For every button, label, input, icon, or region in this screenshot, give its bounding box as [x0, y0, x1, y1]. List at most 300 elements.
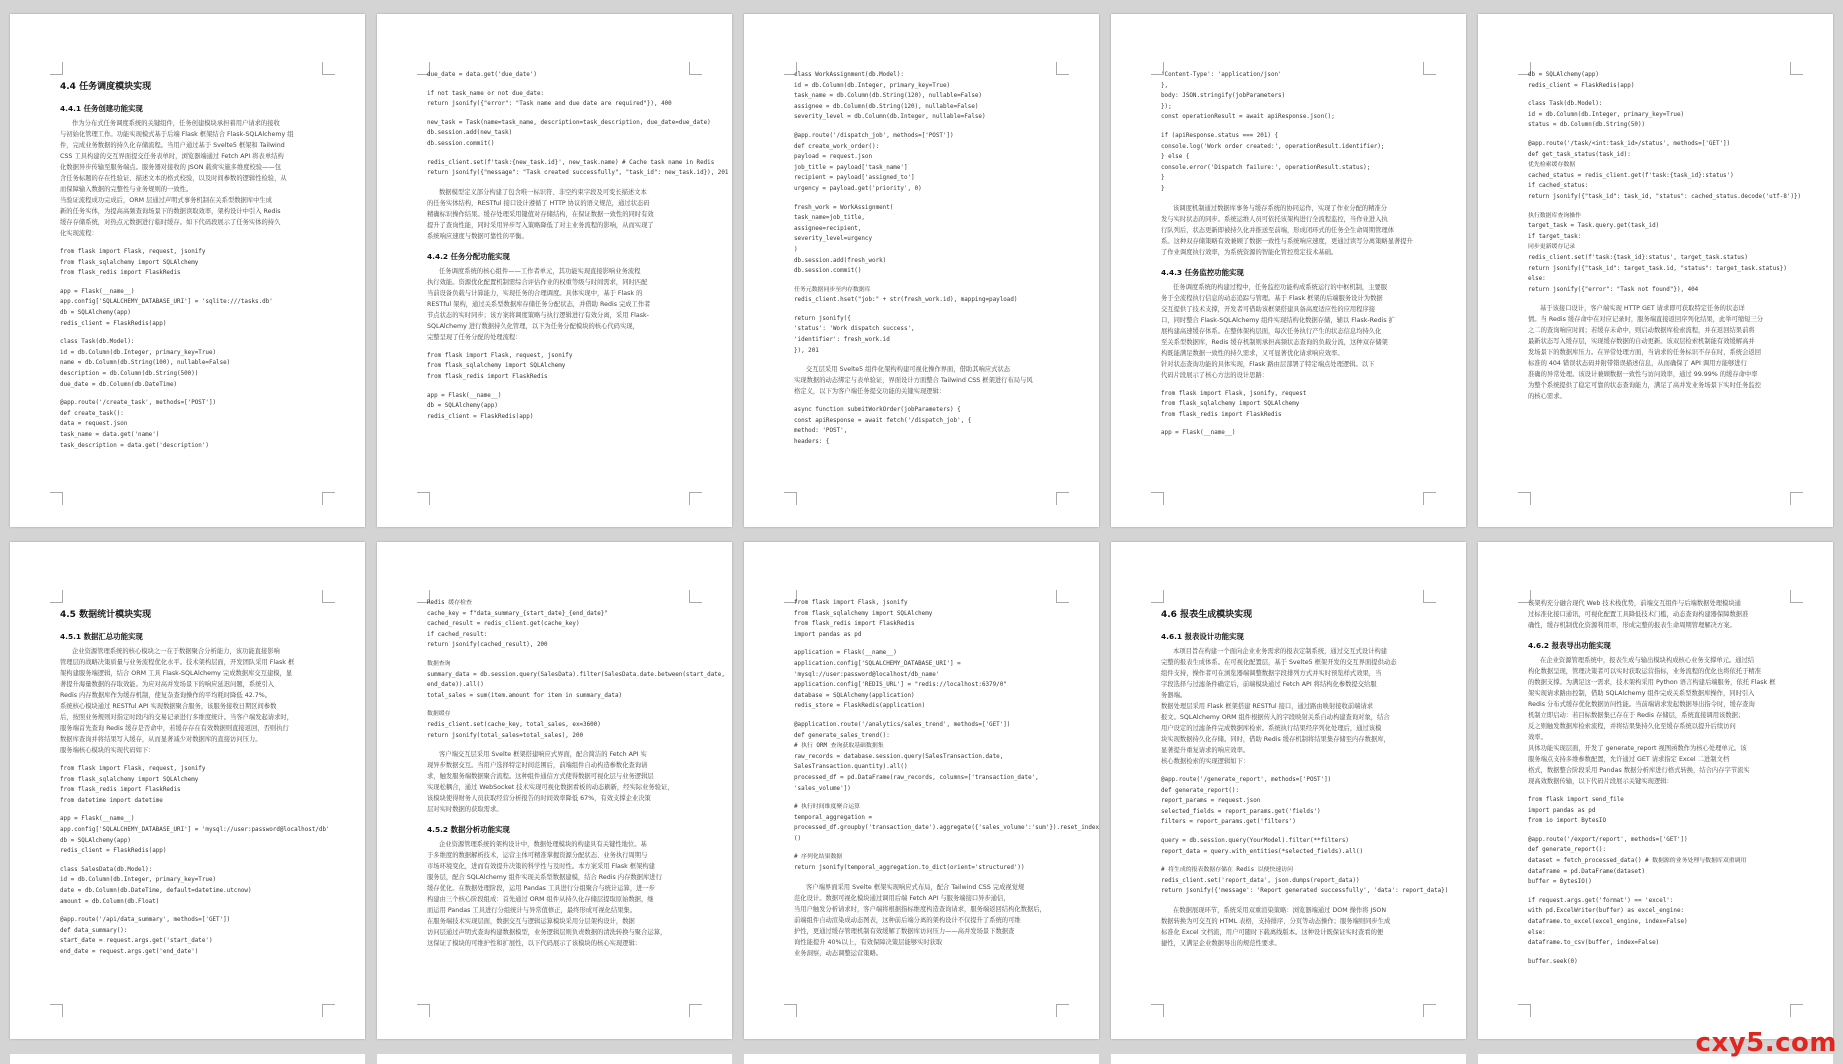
body-text-line: 该架构充分融合现代 Web 技术栈优势，前端交互组件与后端数据处理模块通: [1528, 600, 1741, 607]
code-line: redis_store = FlaskRedis(application): [794, 703, 926, 710]
code-line: }: [1161, 185, 1165, 192]
body-text-line: 于多维度的数据解析技术，运营主体可精准掌握资源分配状态、业务执行周期与: [427, 852, 648, 860]
code-line: end_date)).all(): [427, 682, 484, 689]
body-text-line: 数据处理层采用 Flask 框架搭建 RESTful 接口，通过路由映射接收前端请求: [1161, 703, 1374, 710]
body-text-line: 实现数据的动态绑定与表单验证，界面设计方面整合 Tailwind CSS 框架进行布局与风: [794, 377, 1033, 385]
code-line: buffer.seek(0): [1528, 958, 1578, 965]
body-text-line: 现异步数据交互。当用户选择特定时间范围后，前端组件自动构造参数化查询请: [427, 762, 648, 770]
body-text-line: 与初始化管理工作。功能实现模式基于后端 Flask 框架结合 Flask-SQLAlchemy 组: [60, 131, 294, 138]
code-line: payload = request.json: [794, 154, 873, 161]
body-text-line: 作为分布式任务调度系统的关键组件，任务创建模块承担着用户请求的接收: [72, 120, 280, 127]
code-line: status = db.Column(db.String(50)): [1528, 122, 1646, 129]
code-line: 'mysql://user:password@localhost/db_name': [794, 671, 940, 678]
body-text-line: 基于该接口设计，客户端实现 HTTP GET 请求即可获取特定任务的状态详: [1540, 305, 1745, 313]
code-line: due_date = db.Column(db.DateTime): [60, 381, 178, 388]
body-text-line: 而保障输入数据的完整性与业务规则的一致性。: [60, 186, 193, 193]
body-text-line: 精确标识操作结果。缓存处理采用键值对存储结构，在保证数据一致性的同时有效: [427, 210, 654, 218]
body-text-line: 提升了查询性能，同时采用异步写入策略降低了对主业务流程的影响，从而实现了: [427, 221, 654, 229]
code-line: from flask import Flask, request, jsonify: [427, 352, 573, 359]
code-line: urgency = payload.get('priority', 0): [794, 185, 922, 192]
body-text-line: 当用户触发分析请求时，客户端将根据指标维度构造查询请求，服务端返回结构化数据后，: [794, 905, 1046, 913]
document-page: [1478, 542, 1833, 1039]
blank-line: [1161, 195, 1426, 203]
code-line: def generate_report():: [1528, 847, 1607, 854]
document-page: [744, 14, 1099, 527]
code-line: from datetime import datetime: [60, 797, 163, 804]
section-heading: 4.5 数据统计模块实现: [60, 610, 152, 620]
code-line: app = Flask(__name__): [60, 816, 135, 823]
code-line: from flask_sqlalchemy import SQLAlchemy: [1161, 401, 1300, 408]
code-line: async function submitWorkOrder(jobParameters) {: [794, 407, 961, 414]
body-text-line: 后，按照业务规则对指定时段内的交易记录进行多维度统计。当客户端发起请求时，: [60, 714, 293, 721]
code-line: class Task(db.Model):: [60, 339, 135, 346]
body-text-line: 范化设计。数据可视化模块通过调用后端 Fetch API 与服务端接口异步通信，: [794, 894, 1010, 902]
code-line: 'Content-Type': 'application/json': [1161, 72, 1282, 78]
code-line: task_name = db.Column(db.String(120), nullable=False): [794, 93, 982, 100]
page-content: [60, 70, 325, 497]
code-line: 'sales_volume']): [794, 785, 851, 792]
code-line: recipient = payload['assigned_to']: [794, 175, 915, 182]
code-line: from flask_sqlalchemy import SQLAlchemy: [794, 610, 933, 617]
body-text-line: 含任务标题的存在性验证、描述文本的格式校验，以及时间参数的逻辑性检验，从: [60, 175, 287, 182]
blank-line: [794, 356, 1059, 364]
body-text-line: 数据模型定义部分构建了包含唯一标识符、非空约束字段及可变长描述文本: [439, 188, 647, 196]
code-line: dataframe.to_excel(excel_engine, index=False): [1528, 918, 1688, 925]
body-text-line: Redis 内存数据库作为缓存机制，使复杂查询操作的平均耗时降低 42.7%。: [60, 692, 272, 699]
body-text-line: 核心数据检索的实现逻辑如下：: [1161, 758, 1250, 765]
code-line: if cached_status:: [1528, 183, 1589, 190]
code-line: amount = db.Column(db.Float): [60, 898, 160, 905]
body-text-line: 过标准化接口通讯，可视化配置工具降低技术门槛，动态查询构建器保障数据准: [1528, 611, 1749, 618]
body-text-line: 服务端点支持多维参数配置，允许通过 GET 请求指定 Excel 二进制文档: [1528, 756, 1730, 763]
body-text-line: 发与实时状态的同步。系统运维人员可依托该架构进行全流程监控，当作业进入执: [1161, 215, 1388, 223]
body-text-line: 访问层通过声明式查询构建数据模型，业务逻辑层则负责数据的清洗转换与聚合运算，: [427, 929, 667, 937]
code-line: return jsonify({'message': 'Report generated successfully', 'data': report_data}): [1161, 888, 1449, 895]
body-text-line: 展构建高速缓存体系。在整体架构层面，每次任务执行产生的状态信息均持久化: [1161, 327, 1382, 335]
code-line: severity_level=urgency: [794, 236, 873, 243]
blank-line: [1528, 787, 1793, 795]
code-line: severity_level = db.Column(db.Integer, nullable=False): [794, 114, 986, 121]
body-text-line: 化实现流程：: [60, 230, 98, 237]
blank-line: [60, 239, 325, 247]
body-text-line: 在企业资源管理系统中，报表生成与输出模块构成核心业务支撑单元。通过结: [1540, 657, 1755, 664]
body-text-line: 确性，缓存机制优化资源利用率，形成完整的报表生命周期管理解决方案。: [1528, 622, 1736, 629]
blank-line: [60, 907, 325, 915]
body-text-line: 的数据支撑。为满足这一需求，技术架构采用 Python 语言构建后端服务，依托 Flask 框: [1528, 679, 1776, 686]
subsection-heading: 4.6.2 报表导出功能实现: [1528, 641, 1611, 650]
body-text-line: 格式，数据整合阶段采用 Pandas 数据分析库进行格式转换，结合内存字节流实: [1528, 767, 1750, 774]
code-line: return jsonify({"error": "Task not found"}), 404: [1528, 286, 1699, 293]
code-line: from flask import send_file: [1528, 797, 1624, 803]
code-line: 优先检索缓存数据: [1528, 162, 1576, 169]
code-line: 数据缓存: [427, 711, 451, 718]
code-line: class SalesData(db.Model):: [60, 866, 153, 873]
code-line: from flask_sqlalchemy import SQLAlchemy: [427, 363, 566, 370]
code-line: def generate_sales_trend():: [794, 732, 890, 739]
document-page: [744, 542, 1099, 1039]
body-text-line: 完整呈现了任务分配的处理流程：: [427, 333, 522, 341]
body-text-line: 构建由三个核心阶段组成：首先通过 ORM 组件从持久化存储层提取原始数据，继: [427, 896, 654, 904]
subsection-heading: 4.5.2 数据分析功能实现: [427, 825, 510, 835]
body-text-line: 业务洞察，动态调整运营策略。: [794, 949, 883, 957]
code-line: import pandas as pd: [1528, 807, 1596, 814]
code-line: description = db.Column(db.String(500)): [60, 370, 199, 377]
code-line: db.session.commit(): [794, 268, 862, 275]
body-text-line: 件，完成业务数据的持久化存储流程。当用户通过基于 Svelte5 框架和 Tailwind: [60, 142, 285, 149]
body-text-line: 字段选择与过滤条件确定后，前端模块通过 Fetch API 将结构化参数提交给服: [1161, 681, 1377, 688]
page-content: [1161, 70, 1426, 497]
body-text-line: 这保证了模块的可维护性和扩展性，以下代码展示了该模块的核心实现逻辑：: [427, 940, 642, 948]
code-line: import pandas as pd: [794, 631, 862, 638]
code-line: app = Flask(__name__): [1161, 430, 1236, 437]
code-line: (): [794, 835, 802, 842]
blank-line: [794, 874, 1059, 882]
code-line: return jsonify(temporal_aggregation.to_dict(orient='structured')): [794, 865, 1025, 872]
code-line: const apiResponse = await fetch('/dispatch_job', {: [794, 417, 972, 424]
code-line: app = Flask(__name__): [427, 392, 502, 399]
body-text-line: 口，同时整合 Flask-SQLAlchemy 组件实现结构化数据存储，辅以 Flask-Redis 扩: [1161, 316, 1395, 324]
code-line: body: JSON.stringify(jobParameters): [1161, 93, 1286, 100]
blank-line: [427, 81, 692, 89]
blank-line: [427, 150, 692, 158]
blank-line: [60, 279, 325, 287]
code-line: redis_client.hset("job:" + str(fresh_work.id), mapping=payload): [794, 297, 1018, 304]
code-line: return jsonify({"error": "Task name and due date are required"}), 400: [427, 101, 672, 108]
blank-line: [60, 390, 325, 398]
code-line: db.session.add(fresh_work): [794, 257, 887, 264]
body-text-line: 客户端界面采用 Svelte 框架实现响应式布局，配合 Tailwind CSS 完成视觉规: [806, 883, 1025, 891]
code-line: db = SQLAlchemy(app): [427, 403, 498, 410]
code-line: redis_client.set('report_data', json.dumps(report_data)): [1161, 877, 1360, 884]
subsection-heading: 4.4.1 任务创建功能实现: [60, 104, 143, 113]
body-text-line: 显著提升重复请求的响应效率。: [1161, 747, 1250, 754]
page-content: [1528, 70, 1802, 497]
body-text-line: 捷性，又满足企业数据导出的规范性要求。: [1161, 939, 1281, 947]
code-line: SalesTransaction.quantity).all(): [794, 764, 908, 771]
body-text-line: 块实现数据持久化存储。同时，借助 Redis 缓存机制将结果集存储至内存数据库，: [1161, 736, 1390, 743]
code-line: task_name = data.get('name'): [60, 431, 160, 438]
next-row-page-edge: [1111, 1054, 1466, 1064]
body-text-line: 执行效能。资源优化配置机制需综合评估作业的权重等级与时间需求，同时匹配: [427, 278, 648, 286]
code-line: app.config['SQLALCHEMY_DATABASE_URI'] = 'sqlite:///tasks.db': [60, 299, 273, 306]
body-text-line: 架构建服务端逻辑，结合 ORM 工具 Flask-SQLAlchemy 完成数据库交互建模，显: [60, 670, 293, 677]
code-line: processed_df.groupby('transaction_date').aggregate({'sales_volume':'sum'}).reset_index: [794, 825, 1099, 832]
code-line: @app.route('/export/report', methods=['GET']): [1528, 836, 1688, 843]
body-text-line: 至关系型数据库，Redis 缓存机制则承担高频状态查询的负载分流，这种双存储架: [1161, 338, 1388, 346]
code-line: method: 'POST',: [794, 428, 848, 435]
body-text-line: 效率。: [1528, 734, 1547, 741]
section-heading: 4.4 任务调度模块实现: [60, 82, 152, 92]
code-line: fresh_work = WorkAssignment(: [794, 204, 894, 211]
code-line: buffer = BytesIO(): [1528, 879, 1592, 886]
body-text-line: 为整个系统提供了稳定可靠的状态查询能力，满足了高并发业务场景下实时任务监控: [1528, 382, 1761, 390]
body-text-line: 层对实时数据的获取需求。: [427, 806, 503, 814]
blank-line: [794, 712, 1059, 720]
document-page: [1111, 542, 1466, 1039]
code-line: headers: {: [794, 439, 830, 446]
blank-line: [794, 306, 1059, 314]
code-line: processed_df = pd.DataFrame(raw_records, columns=['transaction_date',: [794, 774, 1039, 781]
code-line: redis_client.set(f'task:{task_id}:status', target_task.status): [1528, 254, 1748, 261]
body-text-line: 现高效数据传输，以下代码片段展示关键实现逻辑：: [1528, 778, 1673, 785]
next-row-page-edge: [10, 1054, 365, 1064]
document-page: [1111, 14, 1466, 527]
code-line: @application.route('/analytics/sales_trend', methods=['GET']): [794, 721, 1011, 728]
body-text-line: 服务端首先查询 Redis 缓存是否命中，若缓存存在有效数据则直接返回，否则执行: [60, 725, 289, 732]
blank-line: [427, 701, 692, 709]
code-line: id = db.Column(db.Integer, primary_key=True): [794, 82, 951, 89]
body-text-line: 任务调度系统的核心组件——工作者单元，其功能实现直接影响业务流程: [439, 267, 641, 275]
blank-line: [60, 756, 325, 764]
code-line: application.config['SQLALCHEMY_DATABASE_URI'] =: [794, 660, 961, 667]
body-text-line: SQLAlchemy 进行数据持久化管理，以下为任务分配模块的核心代码实现，: [427, 322, 639, 330]
body-text-line: 系。这种双存储策略有效兼顾了数据一致性与系统响应速度，更通过读写分离策略显著提升: [1161, 237, 1413, 245]
code-line: 'identifier': fresh_work.id: [794, 337, 890, 344]
body-text-line: 本项目旨在构建一个面向企业业务需求的报表定制系统，通过交互式设计构建: [1173, 648, 1388, 655]
body-text-line: 代码片段展示了核心方法的设计思路：: [1161, 371, 1269, 379]
body-text-line: 组件支持，操作者可在浏览器端调整数据字段排列方式并实时预览样式效果，当: [1161, 670, 1382, 677]
code-line: console.log('Work order created:', operationResult.identifier);: [1161, 143, 1385, 150]
code-line: if not task_name or not due_date:: [427, 90, 545, 97]
body-text-line: 针对状态查询功能的具体实现，Flask 路由层部署了特定端点处理逻辑。以下: [1161, 360, 1375, 368]
body-text-line: 实现松耦合，通过 WebSocket 技术实现可视化数据看板的动态刷新，经实际业务验证，: [427, 784, 674, 792]
body-text-line: 行队列后，状态更新即被持久化并推送至前端，形成闭环式的任务全生命周期管理体: [1161, 226, 1394, 234]
code-line: else:: [1528, 929, 1546, 936]
body-text-line: 反之则触发数据库检索流程，并将结果集持久化至缓存系统以提升后续访问: [1528, 723, 1736, 730]
body-text-line: 交互提供了技术支撑，开发者可借助该框架搭建具备高度适应性的应用程序接: [1161, 305, 1376, 313]
code-line: else:: [1528, 276, 1546, 283]
body-text-line: 的核心需求。: [1528, 393, 1566, 401]
code-line: data = request.json: [60, 421, 128, 428]
code-line: from flask_redis import FlaskRedis: [794, 621, 915, 628]
body-text-line: RESTful 架构，通过关系型数据库存储任务分配状态，并借助 Redis 完成工作者: [427, 300, 651, 308]
blank-line: [1528, 888, 1793, 896]
body-text-line: 客户端交互层采用 Svelte 框架搭建响应式界面，配合简洁的 Fetch API 实: [439, 751, 647, 759]
code-line: } else {: [1161, 154, 1190, 161]
body-text-line: 务器端。: [1161, 692, 1187, 699]
body-text-line: 企业资源管理系统的架构设计中，数据处理模块的构建具有关键性地位。基: [439, 841, 647, 849]
code-line: class WorkAssignment(db.Model):: [794, 72, 904, 78]
code-line: console.error('Dispatch failure:', operationResult.status);: [1161, 164, 1371, 171]
body-text-line: 节点状态的实时同步；该方案将调度策略与执行逻辑进行有效分离，采用 Flask-: [427, 311, 649, 319]
code-line: # 执行时间维度聚合运算: [794, 804, 860, 811]
body-text-line: 企业资源管理系统的核心模块之一在于数据聚合分析能力，该功能直接影响: [72, 648, 280, 655]
body-text-line: 报文。SQLAlchemy ORM 组件根据传入的字段映射关系自动构建查询对象，结合: [1161, 714, 1390, 721]
body-text-line: 护性，更通过缓存管理机制有效缓解了数据库访问压力——高并发场景下数据查: [794, 927, 1015, 935]
body-text-line: 格定义，以下为客户端任务提交功能的关键实现逻辑：: [794, 388, 946, 396]
code-line: redis_client = FlaskRedis(app): [1528, 82, 1635, 89]
body-text-line: 最新状态写入缓存层，实现缓存数据的自动更新。该双层检索机制能有效缓解高并: [1528, 338, 1755, 346]
code-line: summary_data = db.session.query(SalesData).filter(SalesData.date.between(start_date,: [427, 671, 725, 678]
code-line: def data_summary():: [60, 927, 128, 934]
section-heading: 4.6 报表生成模块实现: [1161, 610, 1253, 620]
code-line: from flask_redis import FlaskRedis: [1161, 411, 1282, 418]
code-line: db = SQLAlchemy(app): [1528, 72, 1599, 78]
body-text-line: 务于全流程执行信息的动态追踪与管理。基于 Flask 框架的后端服务设计为数据: [1161, 294, 1383, 302]
code-line: from flask_sqlalchemy import SQLAlchemy: [60, 259, 199, 266]
code-line: 数据查询: [427, 660, 451, 667]
code-line: end_date = request.args.get('end_date'): [60, 948, 199, 955]
code-line: with pd.ExcelWriter(buffer) as excel_engine:: [1528, 908, 1685, 915]
blank-line: [1528, 295, 1793, 303]
body-text-line: 数据库查询并将结果写入缓存，从而显著减少对数据库的直接访问压力。: [60, 736, 262, 743]
code-line: db.session.add(new_task): [427, 130, 513, 137]
code-line: id = db.Column(db.Integer, primary_key=True): [60, 349, 217, 356]
blank-line: [427, 110, 692, 118]
code-line: cached_result = redis_client.get(cache_key): [427, 621, 580, 628]
code-line: if target_task:: [1528, 233, 1582, 240]
code-line: 执行数据库查询操作: [1528, 212, 1582, 219]
blank-line: [794, 794, 1059, 802]
body-text-line: 情。当 Redis 缓存命中在对应记录时，服务端直接返回序列化结果，此举可缩短三分: [1528, 316, 1764, 324]
code-line: from io import BytesIO: [1528, 818, 1607, 825]
code-line: new_task = Task(name=task_name, description=task_description, due_date=due_date): [427, 119, 711, 126]
code-line: redis_client.set(cache_key, total_sales, ex=3600): [427, 721, 601, 728]
body-text-line: 机制立即启动：若目标数据集已存在于 Redis 存储层，系统直接调用该数据；: [1528, 712, 1745, 719]
code-line: cached_status = redis_client.get(f'task:{task_id}:status'): [1528, 172, 1734, 179]
page-content: [427, 598, 725, 1009]
code-line: return jsonify(total_sales=total_sales), 200: [427, 732, 584, 739]
code-line: id = db.Column(db.Integer, primary_key=True): [1528, 111, 1685, 118]
body-text-line: 求，触发服务端数据聚合流程。这种组件通信方式使得数据可视化层与业务逻辑层: [427, 773, 654, 781]
blank-line: [794, 397, 1059, 405]
code-line: Redis 缓存检查: [427, 600, 472, 606]
blank-line: [1528, 949, 1793, 957]
code-line: 任务元数据同步至内存数据库: [794, 286, 871, 293]
code-line: def generate_report():: [1161, 787, 1240, 794]
body-text-line: 该调度机制通过数据库事务与缓存系统的协同运作，实现了作业分配的精准分: [1173, 204, 1388, 212]
body-text-line: 构既能满足数据一致性的持久需求，又可显著优化请求响应效率。: [1161, 349, 1344, 357]
body-text-line: 标准的 404 错误状态码并附带错误描述信息，从而确保了 API 调用方能够进行: [1528, 360, 1747, 368]
body-text-line: 缓存存储系统，对热点元数据进行临时缓存。如下代码段展示了任务实体的持久: [60, 219, 281, 226]
code-line: # 执行 ORM 查询获取基础数据集: [794, 743, 884, 750]
code-line: const operationResult = await apiResponse.json();: [1161, 114, 1335, 121]
code-line: 'status': 'Work dispatch success',: [794, 326, 915, 333]
document-page: [10, 542, 365, 1039]
code-line: from flask import Flask, jsonify, request: [1161, 390, 1307, 397]
code-line: @app.route('/dispatch_job', methods=['POST']): [794, 132, 954, 139]
code-line: return jsonify({"message": "Task created successfully", "task_id": new_task.id}), 201: [427, 170, 729, 177]
subsection-heading: 4.4.3 任务监控功能实现: [1161, 267, 1244, 277]
body-text-line: 系统核心模块通过 RESTful API 实现数据聚合服务，该服务接收日期区间参数: [60, 703, 277, 710]
code-line: target_task = Task.query.get(task_id): [1528, 223, 1660, 230]
code-line: db = SQLAlchemy(app): [60, 309, 131, 316]
blank-line: [1161, 767, 1426, 775]
code-line: redis_client = FlaskRedis(app): [60, 320, 167, 327]
body-text-line: 交互层采用 Svelte5 组件化架构构建可视化操作界面，借助其响应式状态: [806, 366, 1011, 374]
code-line: if request.args.get('format') == 'excel':: [1528, 897, 1674, 904]
blank-line: [794, 277, 1059, 285]
blank-line: [1161, 897, 1426, 905]
body-text-line: 服务端核心模块的实现代码如下：: [60, 747, 155, 754]
body-text-line: Redis 分布式缓存优化数据访问性能。当前端请求发起数据导出指令时，缓存查询: [1528, 701, 1755, 708]
page-content: [1528, 598, 1793, 1009]
body-text-line: 当验证流程成功完成后，ORM 层通过声明式事务机制在关系型数据库中生成: [60, 197, 272, 204]
code-line: selected_fields = report_params.get('fields'): [1161, 808, 1321, 815]
body-text-line: 用户设定的过滤条件完成数据库检索。系统执行结果经序列化处理后，通过该模: [1161, 725, 1382, 732]
body-text-line: 管理层的战略决策质量与业务流程优化水平。技术架构层面，开发团队采用 Flask 框: [60, 659, 295, 666]
code-line: from flask_redis import FlaskRedis: [427, 373, 548, 380]
blank-line: [1161, 828, 1426, 836]
body-text-line: 发场景下的数据库压力。在异常处理方面，当请求的任务标识不存在时，系统会返回: [1528, 349, 1761, 357]
code-line: date = db.Column(db.DateTime, default=datetime.utcnow): [60, 887, 252, 894]
body-text-line: 服务层，配合 SQLAlchemy 组件实现关系型数据建模，结合 Redis 内存数据库进行: [427, 874, 662, 882]
code-line: return jsonify({: [794, 315, 851, 322]
page-content: [794, 598, 1099, 1009]
blank-line: [1528, 91, 1793, 99]
body-text-line: 数据转换为可交互的 HTML 表格，支持排序、分页等动态操作；服务端则同步生成: [1161, 917, 1391, 925]
code-line: # 将生成的报表数据存储在 Redis 以便快速访问: [1161, 867, 1294, 874]
code-line: id = db.Column(db.Integer, primary_key=True): [60, 877, 217, 884]
code-line: from flask_redis import FlaskRedis: [60, 787, 181, 794]
blank-line: [794, 640, 1059, 648]
blank-line: [427, 343, 692, 351]
body-text-line: 化数据异步传输至服务端点。服务器对接收的 JSON 载荷实施多维度校验——包: [60, 164, 282, 171]
watermark-logo: cxy5.com: [1695, 1028, 1837, 1058]
code-line: if (apiResponse.status === 201) {: [1161, 132, 1279, 139]
blank-line: [1528, 203, 1793, 211]
code-line: query = db.session.query(YourModel).filter(**filters): [1161, 837, 1349, 844]
code-line: from flask import Flask, jsonify: [794, 600, 908, 606]
code-line: start_date = request.args.get('start_date'): [60, 938, 213, 945]
code-line: job_title = payload['task_name']: [794, 164, 908, 171]
blank-line: [1161, 381, 1426, 389]
blank-line: [794, 844, 1059, 852]
code-line: filters = report_params.get('filters'): [1161, 819, 1296, 826]
code-line: },: [1161, 82, 1169, 89]
document-page: [10, 14, 365, 527]
body-text-line: 前端组件自动渲染成动态图表，这种前后端分离的架构设计不仅提升了系统的可维: [794, 916, 1021, 924]
code-line: return jsonify({"task_id": task_id, "status": cached_status.decode('utf-8')}): [1528, 193, 1802, 200]
code-line: class Task(db.Model):: [1528, 101, 1603, 108]
code-line: database = SQLAlchemy(application): [794, 692, 915, 699]
blank-line: [1161, 420, 1426, 428]
code-line: @app.route('/create_task', methods=['POST']): [60, 400, 217, 407]
code-line: redis_client = FlaskRedis(app): [60, 848, 167, 855]
code-line: from flask_sqlalchemy import SQLAlchemy: [60, 776, 199, 783]
code-line: task_name=job_title,: [794, 215, 865, 222]
body-text-line: 在数据展现环节，系统采用双重渲染策略：浏览器端通过 DOM 操作将 JSON: [1173, 906, 1387, 914]
code-line: report_data = query.with_entities(*selected_fields).all(): [1161, 848, 1364, 855]
code-line: cache_key = f"data_summary_{start_date}_{end_date}": [427, 610, 608, 617]
body-text-line: 构化数据呈现，管理决策者可以实时获取运营指标，业务流程的优化也将依托于精准: [1528, 668, 1761, 675]
next-row-page-edge: [377, 1054, 732, 1064]
code-line: from flask import Flask, request, jsonify: [60, 766, 206, 772]
body-text-line: 准确的异常处理。该设计兼顾数据一致性与访问效率，通过 99.99% 的缓存命中率: [1528, 371, 1758, 379]
body-text-line: CSS 工具构建的交互界面提交任务表单时，浏览器端通过 Fetch API 将表单结构: [60, 153, 284, 160]
body-text-line: 新的任务实体，为提高高频查询场景下的数据读取效率，架构设计中引入 Redis: [60, 208, 281, 215]
body-text-line: 完整的报表生成体系。在可视化配置层，基于 Svelte5 框架开发的交互界面提供动态: [1161, 659, 1397, 666]
body-text-line: 标准化 Excel 文档流，用户可随时下载离线版本。这种设计既保证实时查看的便: [1161, 928, 1384, 936]
code-line: dataframe.to_csv(buffer, index=False): [1528, 940, 1660, 947]
blank-line: [1528, 827, 1793, 835]
code-line: from flask_redis import FlaskRedis: [60, 270, 181, 277]
blank-line: [60, 329, 325, 337]
code-line: def create_work_order():: [794, 143, 880, 150]
blank-line: [427, 741, 692, 749]
body-text-line: 当前设备负载与计算能力，实现任务的合理调度。具体实现中，基于 Flask 的: [427, 289, 643, 297]
code-line: @app.route('/api/data_summary', methods=['GET']): [60, 917, 231, 924]
blank-line: [427, 179, 692, 187]
subsection-heading: 4.5.1 数据汇总功能实现: [60, 632, 143, 641]
page-content: [794, 70, 1059, 497]
blank-line: [794, 195, 1059, 203]
code-line: @app.route('/task/<int:task_id>/status', methods=['GET']): [1528, 140, 1731, 147]
code-line: def get_task_status(task_id):: [1528, 151, 1631, 158]
code-line: 同步更新缓存记录: [1528, 244, 1576, 251]
code-line: }), 201: [794, 347, 819, 354]
code-line: application = Flask(__name__): [794, 650, 897, 657]
